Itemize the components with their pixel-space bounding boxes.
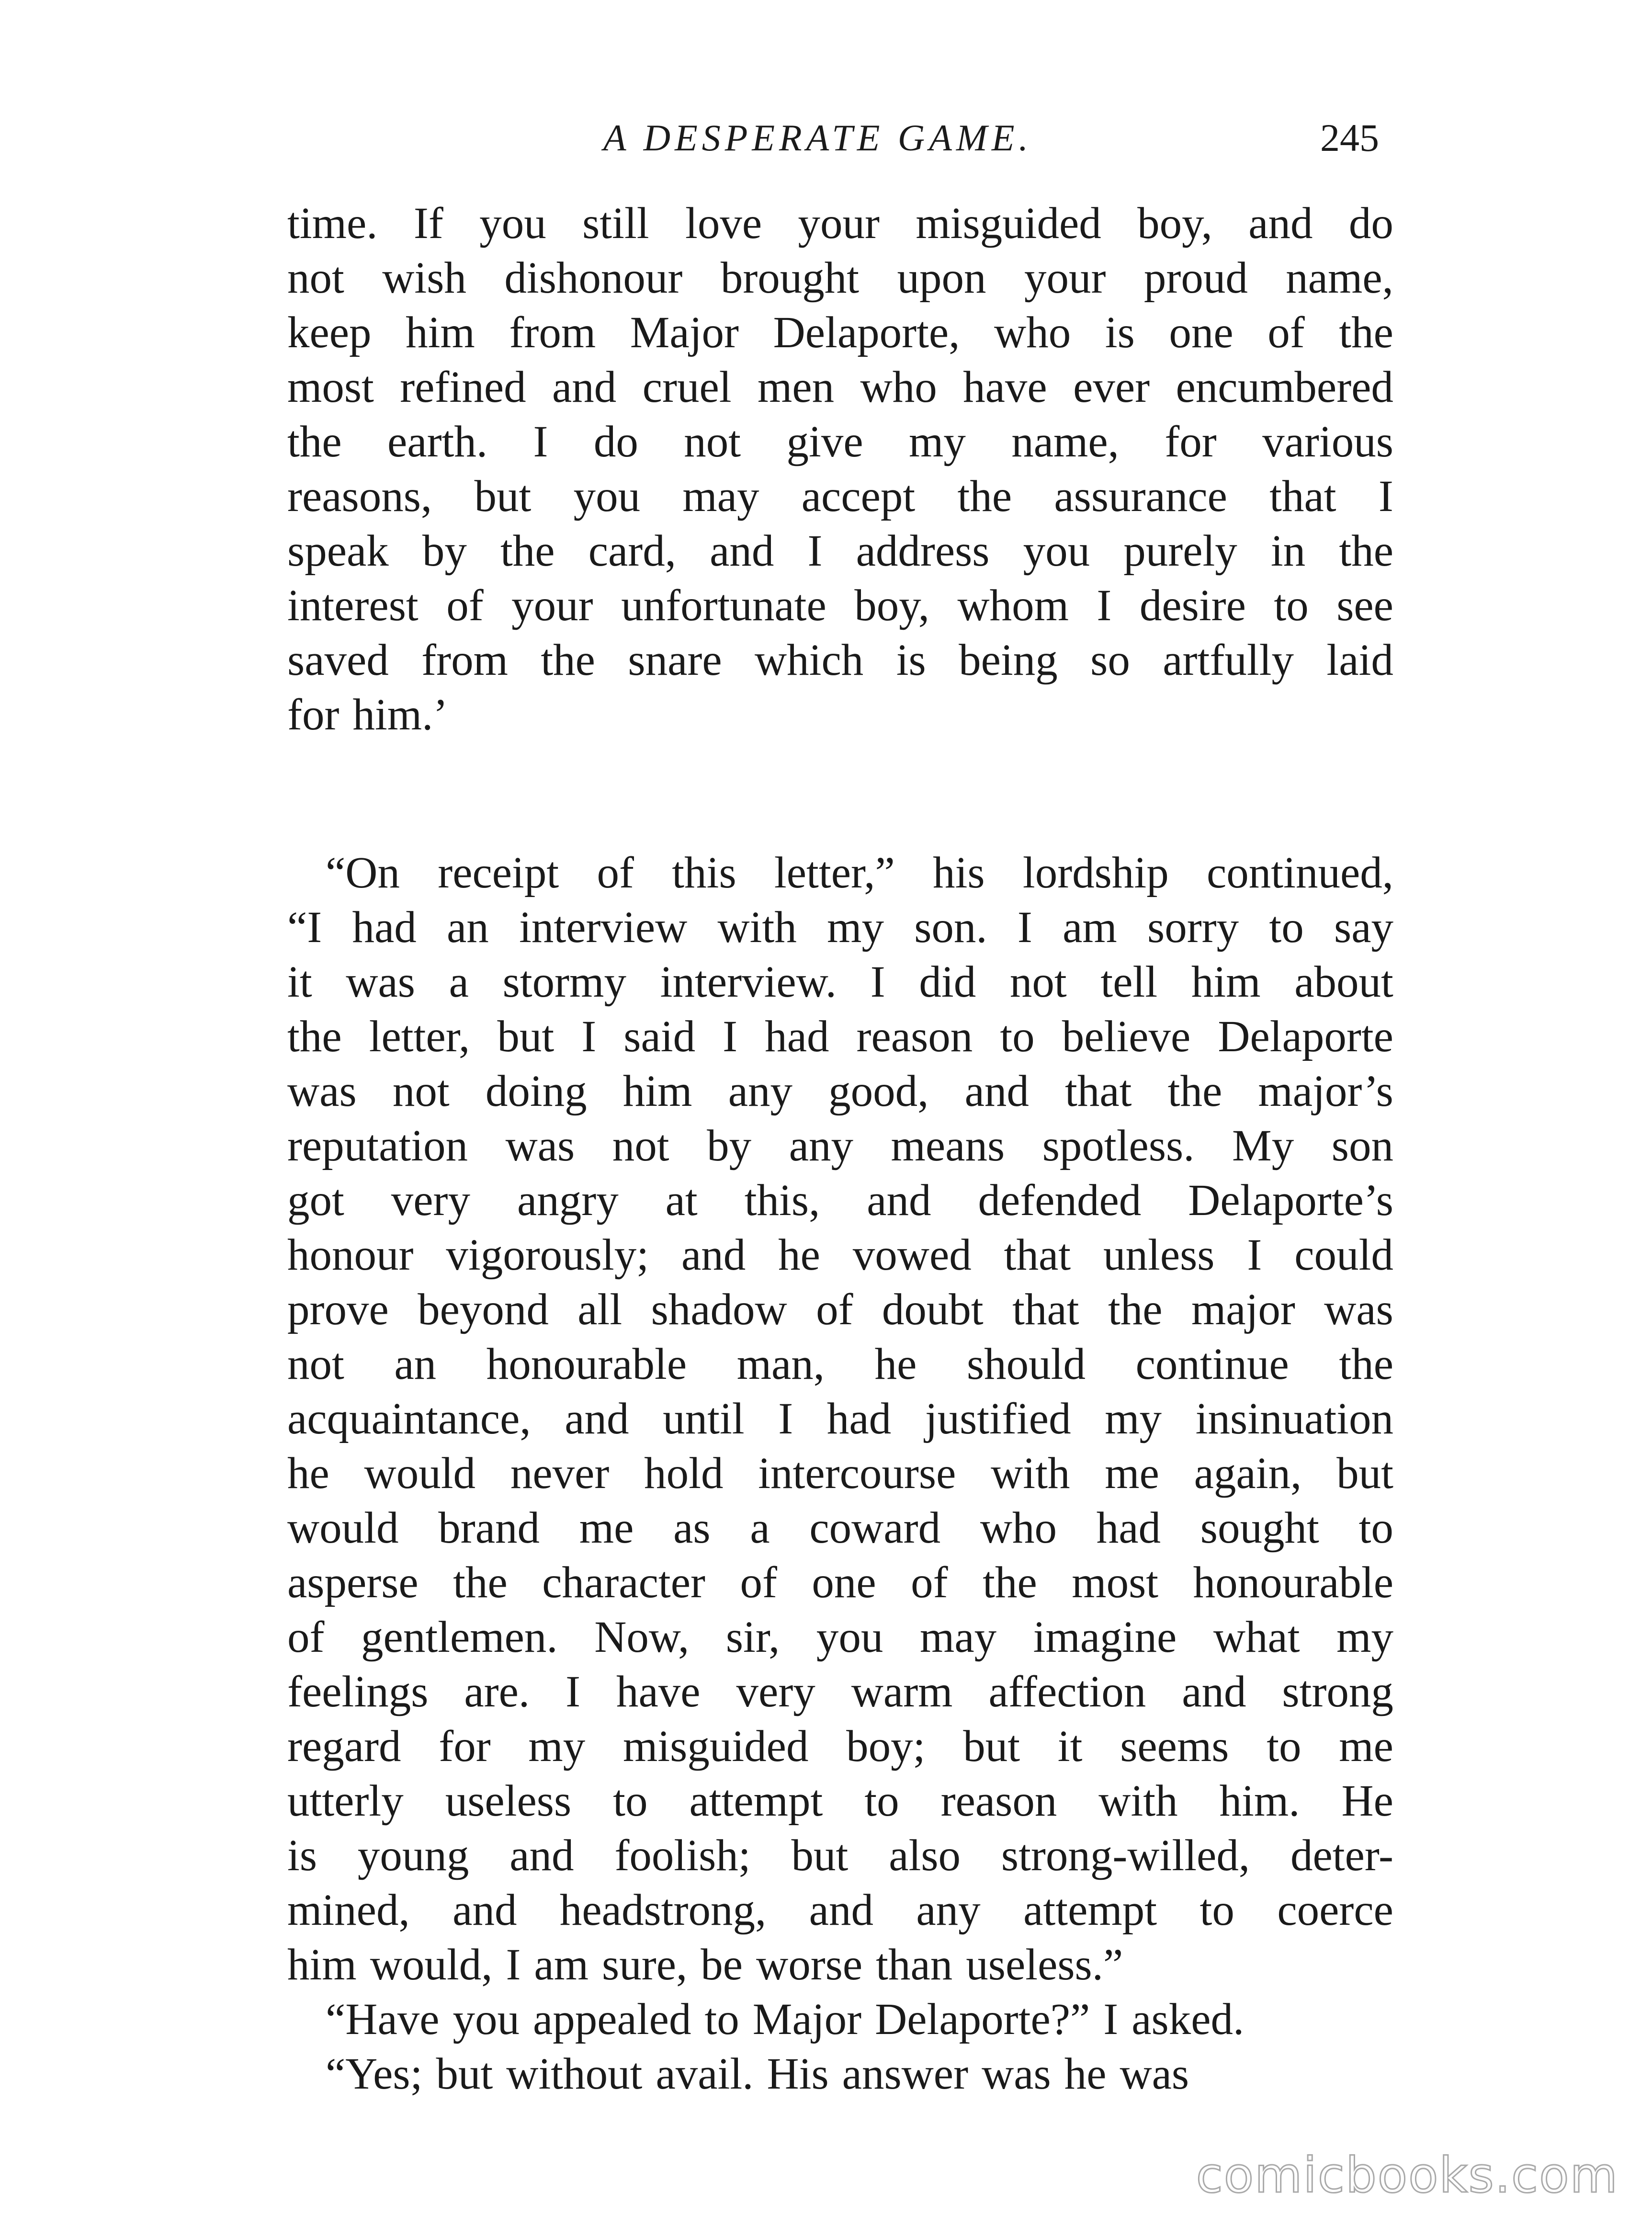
text-line: “On receipt of this letter,” his lordship continued, <box>326 848 1393 898</box>
text-line: not an honourable man, he should continue the <box>287 1340 1393 1389</box>
paragraph-gap <box>287 742 1393 846</box>
text-line: utterly useless to attempt to reason with him. He <box>287 1776 1393 1826</box>
text-line: keep him from Major Delaporte, who is one of the <box>287 308 1393 357</box>
paragraph <box>287 196 1393 742</box>
text-line: the letter, but I said I had reason to believe Delaporte <box>287 1012 1393 1061</box>
text-line: “I had an interview with my son. I am sorry to say <box>287 903 1393 952</box>
text-line: saved from the snare which is being so artfully laid <box>287 636 1393 685</box>
text-line: asperse the character of one of the most honourable <box>287 1558 1393 1607</box>
text-line: got very angry at this, and defended Delaporte’s <box>287 1176 1393 1225</box>
text-line: he would never hold intercourse with me again, but <box>287 1449 1393 1498</box>
body-text <box>287 196 1393 2102</box>
text-line: mined, and headstrong, and any attempt to coerce <box>287 1886 1393 1935</box>
text-line: is young and foolish; but also strong-willed, deter- <box>287 1831 1393 1880</box>
text-line: “Have you appealed to Major Delaporte?” I asked. <box>326 1995 1245 2044</box>
text-line: for him.’ <box>287 690 448 739</box>
text-line: not wish dishonour brought upon your proud name, <box>287 253 1393 303</box>
text-line: was not doing him any good, and that the major’s <box>287 1067 1393 1116</box>
text-line: most refined and cruel men who have ever encumbered <box>287 363 1393 412</box>
text-line: the earth. I do not give my name, for various <box>287 417 1393 466</box>
text-line: “Yes; but without avail. His answer was he was <box>326 2049 1189 2099</box>
running-header <box>287 109 1379 167</box>
watermark-logo: comicbooks.com <box>1196 2147 1618 2204</box>
running-title: A DESPERATE GAME. <box>603 117 1033 159</box>
text-line: interest of your unfortunate boy, whom I desire to see <box>287 581 1393 630</box>
text-line: him would, I am sure, be worse than useless.” <box>287 1940 1123 1989</box>
text-line: prove beyond all shadow of doubt that the major was <box>287 1285 1393 1334</box>
text-line: honour vigorously; and he vowed that unless I could <box>287 1230 1393 1280</box>
text-line: time. If you still love your misguided boy, and do <box>287 199 1393 248</box>
text-line: reputation was not by any means spotless. My son <box>287 1121 1393 1170</box>
text-line: acquaintance, and until I had justified my insinuation <box>287 1394 1393 1443</box>
paragraph <box>287 846 1393 1992</box>
text-line: regard for my misguided boy; but it seems to me <box>287 1722 1393 1771</box>
text-line: feelings are. I have very warm affection and strong <box>287 1667 1393 1716</box>
text-line: speak by the card, and I address you purely in the <box>287 526 1393 576</box>
text-line: reasons, but you may accept the assurance that I <box>287 472 1393 521</box>
text-line: it was a stormy interview. I did not tell him about <box>287 957 1393 1007</box>
page-number: 245 <box>1320 116 1379 159</box>
text-line: of gentlemen. Now, sir, you may imagine what my <box>287 1613 1393 1662</box>
text-line: would brand me as a coward who had sought to <box>287 1503 1393 1553</box>
paragraph <box>287 2047 1393 2102</box>
paragraph <box>287 1992 1393 2047</box>
